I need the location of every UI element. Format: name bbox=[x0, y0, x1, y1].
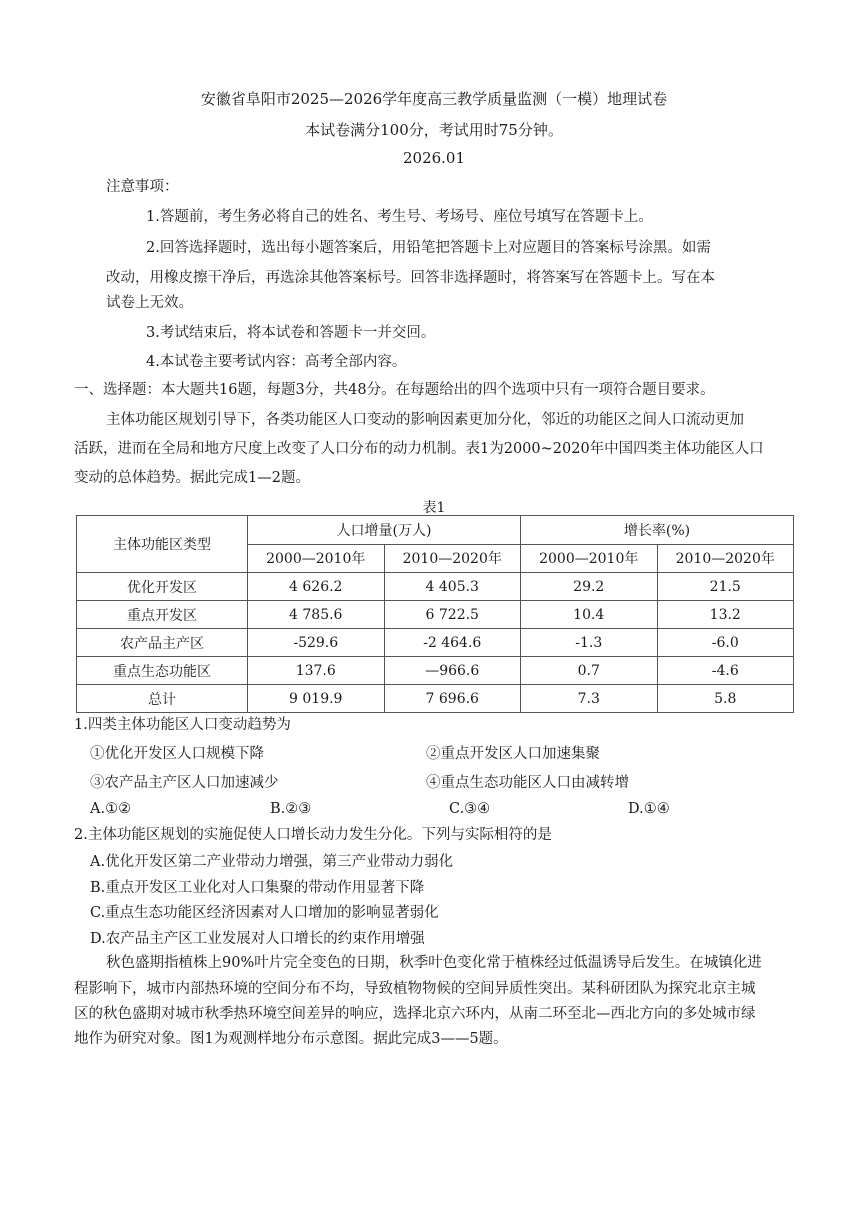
q1-option-c[interactable]: C.③④ bbox=[449, 801, 491, 817]
cell-value: 29.2 bbox=[521, 573, 658, 601]
notice-item-2-line-1: 2.回答选择题时，选出每小题答案后，用铅笔把答题卡上对应题目的答案标号涂黑。如需 bbox=[146, 240, 711, 256]
cell-value: 7.3 bbox=[521, 685, 658, 713]
cell-value: 4 405.3 bbox=[384, 573, 521, 601]
notice-item-3: 3.考试结束后，将本试卷和答题卡一并交回。 bbox=[146, 325, 436, 341]
passage2-line-2: 程影响下，城市内部热环境的空间分布不均，导致植物物候的空间异质性突出。某科研团队为探究北京主城 bbox=[74, 981, 756, 997]
row-name: 优化开发区 bbox=[77, 573, 248, 601]
cell-value: -6.0 bbox=[657, 629, 794, 657]
q1-option-b[interactable]: B.②③ bbox=[270, 801, 312, 817]
cell-value: -4.6 bbox=[657, 657, 794, 685]
cell-value: 4 626.2 bbox=[248, 573, 385, 601]
cell-value: 4 785.6 bbox=[248, 601, 385, 629]
header-period-2: 2010—2020年 bbox=[384, 544, 521, 573]
q2-option-d[interactable]: D.农产品主产区工业发展对人口增长的约束作用增强 bbox=[90, 931, 425, 947]
q1-statement-3: ③农产品主产区人口加速减少 bbox=[90, 775, 279, 791]
header-period-2: 2010—2020年 bbox=[657, 544, 794, 573]
cell-value: 9 019.9 bbox=[248, 685, 385, 713]
cell-value: 0.7 bbox=[521, 657, 658, 685]
header-period-1: 2000—2010年 bbox=[248, 544, 385, 573]
notice-item-4: 4.本试卷主要考试内容：高考全部内容。 bbox=[146, 354, 407, 370]
cell-value: -2 464.6 bbox=[384, 629, 521, 657]
row-name: 总计 bbox=[77, 685, 248, 713]
q2-option-b[interactable]: B.重点开发区工业化对人口集聚的带动作用显著下降 bbox=[90, 880, 425, 896]
table-row bbox=[77, 573, 794, 601]
notice-heading: 注意事项： bbox=[106, 179, 179, 195]
cell-value: -1.3 bbox=[521, 629, 658, 657]
intro-line-2: 活跃，进而在全局和地方尺度上改变了人口分布的动力机制。表1为2000~2020年中国四类主体功能区人口 bbox=[74, 441, 764, 457]
notice-item-2-line-2: 改动，用橡皮擦干净后，再选涂其他答案标号。回答非选择题时，将答案写在答题卡上。写在本 bbox=[106, 270, 715, 286]
q1-statement-4: ④重点生态功能区人口由减转增 bbox=[426, 775, 629, 791]
q1-statement-1: ①优化开发区人口规模下降 bbox=[90, 746, 264, 762]
passage2-line-4: 地作为研究对象。图1为观测样地分布示意图。据此完成3——5题。 bbox=[74, 1031, 508, 1047]
exam-subtitle: 本试卷满分100分，考试用时75分钟。 bbox=[305, 121, 563, 139]
cell-value: 21.5 bbox=[657, 573, 794, 601]
notice-item-1: 1.答题前，考生务必将自己的姓名、考生号、考场号、座位号填写在答题卡上。 bbox=[146, 209, 653, 225]
cell-value: 13.2 bbox=[657, 601, 794, 629]
q2-stem: 2.主体功能区规划的实施促使人口增长动力发生分化。下列与实际相符的是 bbox=[74, 827, 552, 843]
q1-statement-2: ②重点开发区人口加速集聚 bbox=[426, 746, 600, 762]
notice-item-2-line-3: 试卷上无效。 bbox=[106, 295, 193, 311]
cell-value: —966.6 bbox=[384, 657, 521, 685]
cell-value: 5.8 bbox=[657, 685, 794, 713]
cell-value: 137.6 bbox=[248, 657, 385, 685]
row-name: 重点生态功能区 bbox=[77, 657, 248, 685]
intro-line-1: 主体功能区规划引导下，各类功能区人口变动的影响因素更加分化，邻近的功能区之间人口流动更加 bbox=[106, 412, 744, 428]
row-name: 农产品主产区 bbox=[77, 629, 248, 657]
population-table bbox=[76, 515, 794, 713]
q1-stem: 1.四类主体功能区人口变动趋势为 bbox=[74, 717, 291, 733]
table-row bbox=[77, 685, 794, 713]
exam-date: 2026.01 bbox=[402, 149, 466, 167]
table-row bbox=[77, 657, 794, 685]
cell-value: 7 696.6 bbox=[384, 685, 521, 713]
section-heading: 一、选择题：本大题共16题，每题3分，共48分。在每题给出的四个选项中只有一项符合题目要求。 bbox=[74, 382, 715, 398]
intro-line-3: 变动的总体趋势。据此完成1—2题。 bbox=[74, 470, 310, 486]
cell-value: -529.6 bbox=[248, 629, 385, 657]
header-type: 主体功能区类型 bbox=[77, 516, 248, 573]
q2-option-a[interactable]: A.优化开发区第二产业带动力增强，第三产业带动力弱化 bbox=[90, 854, 454, 870]
cell-value: 6 722.5 bbox=[384, 601, 521, 629]
q1-option-d[interactable]: D.①④ bbox=[628, 801, 670, 817]
passage2-line-1: 秋色盛期指植株上90%叶片完全变色的日期，秋季叶色变化常于植株经过低温诱导后发生。在城镇化进 bbox=[106, 955, 762, 971]
row-name: 重点开发区 bbox=[77, 601, 248, 629]
header-rate: 增长率(%) bbox=[521, 516, 794, 545]
header-increase: 人口增量(万人) bbox=[248, 516, 521, 545]
passage2-line-3: 区的秋色盛期对城市秋季热环境空间差异的响应，选择北京六环内，从南二环至北—西北方向的多处城市绿 bbox=[74, 1006, 756, 1022]
header-period-1: 2000—2010年 bbox=[521, 544, 658, 573]
q1-option-a[interactable]: A.①② bbox=[90, 801, 132, 817]
q2-option-c[interactable]: C.重点生态功能区经济因素对人口增加的影响显著弱化 bbox=[90, 905, 439, 921]
table-caption: 表1 bbox=[422, 500, 446, 516]
cell-value: 10.4 bbox=[521, 601, 658, 629]
table-row bbox=[77, 629, 794, 657]
table-row bbox=[77, 601, 794, 629]
exam-title: 安徽省阜阳市2025—2026学年度高三教学质量监测（一模）地理试卷 bbox=[200, 90, 668, 108]
